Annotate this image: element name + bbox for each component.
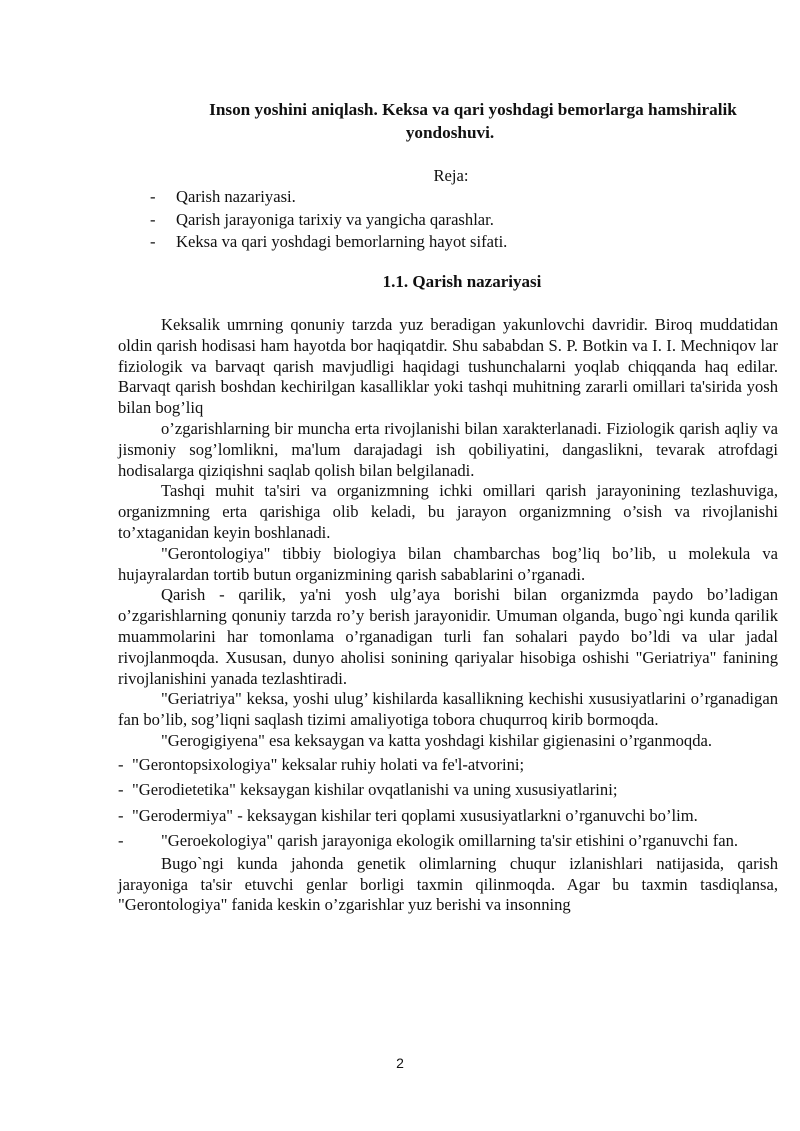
paragraph: o’zgarishlarning bir muncha erta rivojlanishi bilan xarakterlanadi. Fiziologik qarish aqliy va jismoniy sog’lomlikni, ma'lum darajadagi ish qobiliyatini, dangaslikni, tevarak atrofdagi hodisalarga qiziqishni saqlab qolish bilan belgilanadi.: [118, 418, 778, 480]
document-body: [118, 315, 778, 916]
paragraph: "Gerontologiya" tibbiy biologiya bilan chambarchas bog’liq bo’lib, u molekula va hujayralardan tortib butun organizmining qarish sabablarini o’rganadi.: [118, 543, 778, 584]
paragraph: Keksalik umrning qonuniy tarzda yuz beradigan yakunlovchi davridir. Biroq muddatidan oldin qarish hodisasi ham hayotda bor haqiqatdir. Shu sababdan S. P. Botkin va I. I. Mechniqov lar fiziologik va barvaqt qarish mavjudligi haqidagi tushunchalarni yoqlab chiqqanda haq edilar. Barvaqt qarish boshdan kechirilgan kasalliklar yoki tashqi muhitning zararli omillari ta'sirida yosh bilan bog’liq: [118, 315, 778, 418]
paragraph: Bugo`ngi kunda jahonda genetik olimlarning chuqur izlanishlari natijasida, qarish jarayoniga ta'sir etuvchi genlar borligi taxmin qilinmoqda. Agar bu taxmin tasdiqlansa, "Gerontologiya" fanida keskin o’zgarishlar yuz berishi va insonning: [118, 853, 778, 915]
title-line-1: Inson yoshini aniqlash. Keksa va qari yoshdagi bemorlarga hamshiralik: [209, 100, 737, 119]
plan-item: - Qarish nazariyasi.: [150, 187, 296, 206]
paragraph: "Geriatriya" keksa, yoshi ulug’ kishilarda kasallikning kechishi xususiyatlarini o’rganadigan fan bo’lib, sog’liqni saqlash tizimi amaliyotiga tobora chuqurroq kirib bormoqda.: [118, 689, 778, 730]
paragraph: Qarish - qarilik, ya'ni yosh ulg’aya borishi bilan organizmda paydo bo’ladigan o’zgarishlarning qonuniy tarzda ro’y berish jarayonidir. Umuman olganda, bugo`ngi kunda qarilik muammolarini har tomonlama o’rganadigan turli fan sohalari paydo bo’ldi va ular jadal rivojlanmoqda. Xususan, dunyo aholisi sonining qariyalar hisobiga oshishi "Geriatriya" fanining rivojlanishini yanada tezlashtiradi.: [118, 585, 778, 688]
paragraph: "Gerogigiyena" esa keksaygan va katta yoshdagi kishilar gigienasini o’rganmoqda.: [161, 730, 713, 750]
document-title: [118, 98, 782, 144]
plan-item: - Qarish jarayoniga tarixiy va yangicha qarashlar.: [150, 210, 494, 229]
bullet-item: - "Gerodietetika" keksaygan kishilar ovqatlanishi va uning xususiyatlarini;: [118, 780, 618, 800]
title-line-2: yondoshuvi.: [405, 123, 495, 142]
plan-item: - Keksa va qari yoshdagi bemorlarning hayot sifati.: [150, 232, 508, 251]
section-title: 1.1. Qarish nazariyasi: [382, 272, 542, 291]
plan-heading: Reja:: [433, 166, 469, 185]
bullet-item: - "Gerodermiya" - keksaygan kishilar teri qoplami xususiyatlarkni o’rganuvchi bo’lim.: [118, 805, 698, 825]
bullet-item: - "Geroekologiya" qarish jarayoniga ekologik omillarning ta'sir etishini o’rganuvchi fan.: [118, 831, 739, 851]
bullet-item: - "Gerontopsixologiya" keksalar ruhiy holati va fe'l-atvorini;: [118, 754, 525, 774]
page-number: 2: [396, 1055, 404, 1071]
paragraph: Tashqi muhit ta'siri va organizmning ichki omillari qarish jarayonining tezlashuviga, organizmning erta qarishiga olib keladi, bu jarayon organizmning o’sish va rivojlanishi to’xtaganidan keyin boshlanadi.: [118, 481, 778, 542]
